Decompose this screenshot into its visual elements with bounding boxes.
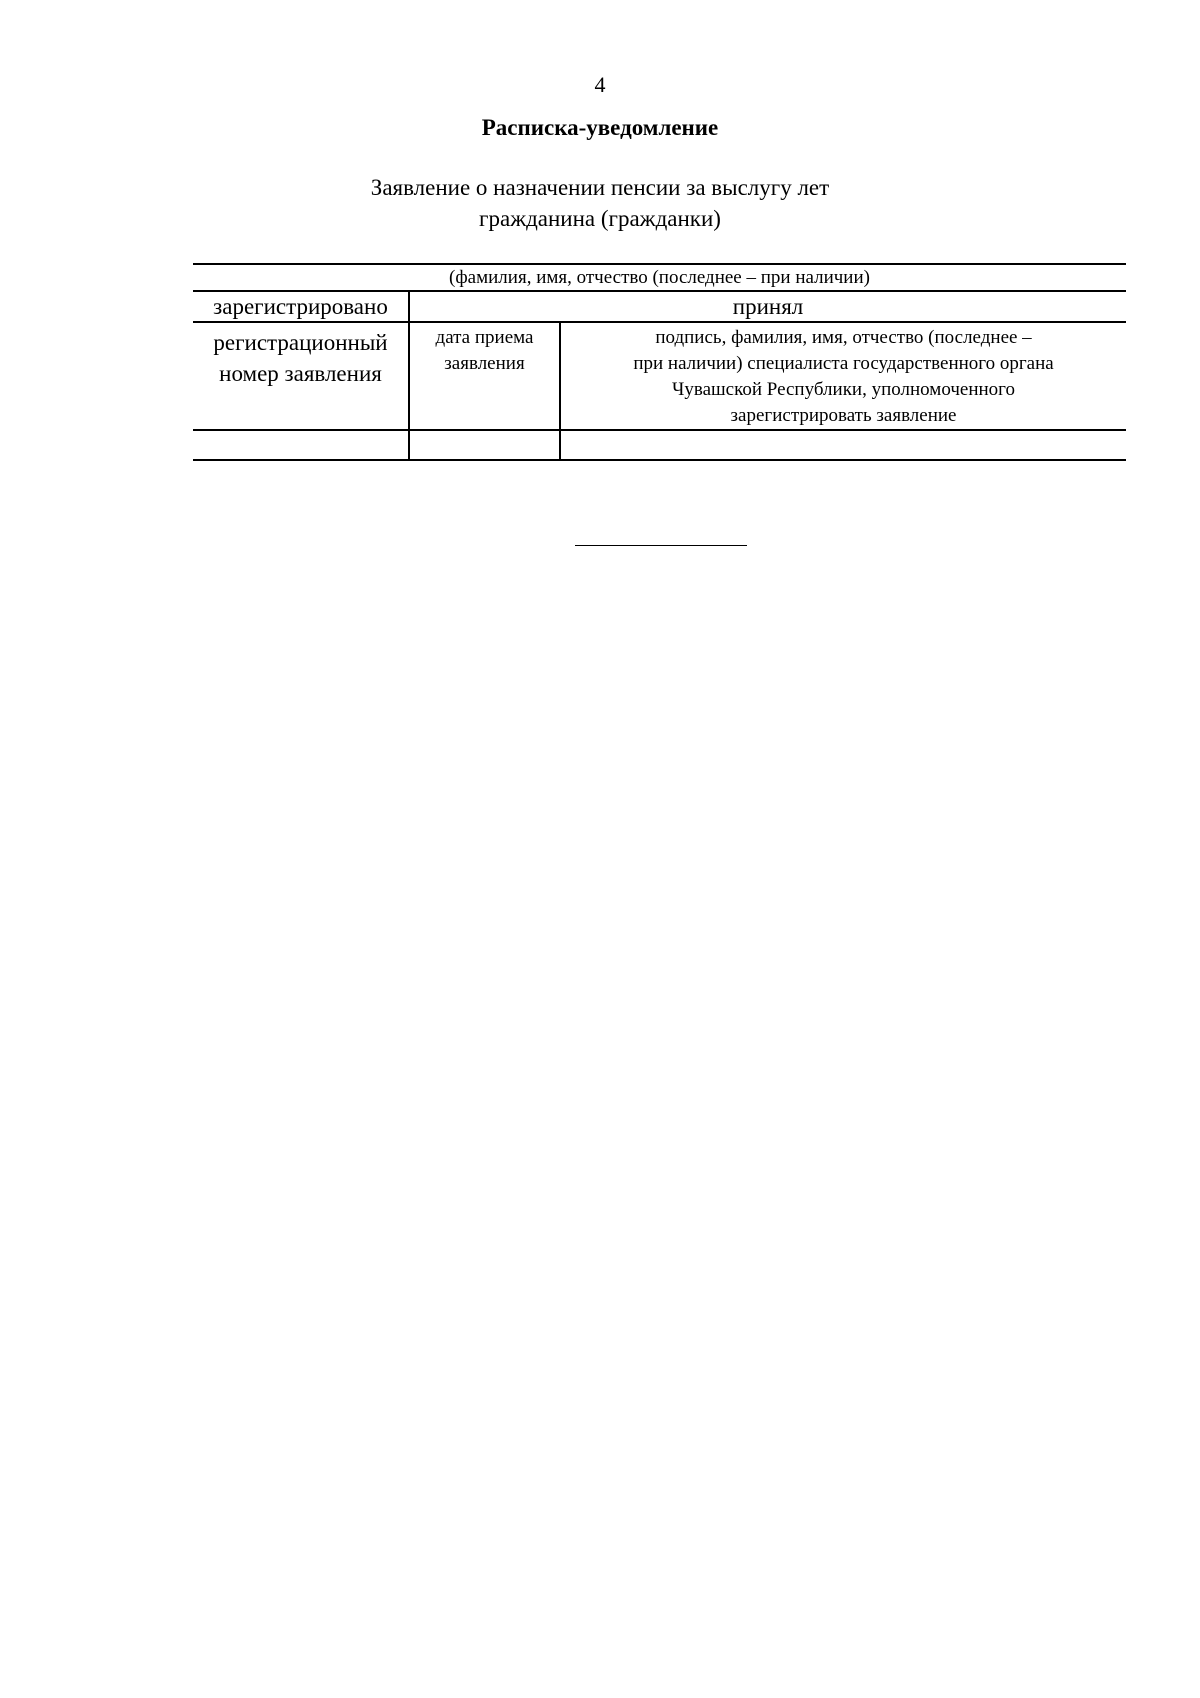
registered-header: зарегистрировано xyxy=(193,291,409,322)
date-received-cell xyxy=(409,322,560,430)
signature-line-1: подпись, фамилия, имя, отчество (последнее – xyxy=(655,327,1032,348)
page-number: 4 xyxy=(594,72,606,97)
document-title: Расписка-уведомление xyxy=(481,115,719,140)
header-row xyxy=(193,291,1126,322)
reg-number-line-2: номер заявления xyxy=(219,361,382,386)
signature-entry xyxy=(560,430,1126,460)
closing-rule xyxy=(575,545,747,546)
fio-caption: (фамилия, имя, отчество (последнее – при наличии) xyxy=(193,264,1126,291)
reg-number-cell xyxy=(193,322,409,430)
signature-line-4: зарегистрировать заявление xyxy=(730,405,957,426)
fio-row xyxy=(193,264,1126,291)
signature-line-3: Чувашской Республики, уполномоченного xyxy=(672,379,1015,400)
receipt-form-table xyxy=(193,263,1126,461)
date-received-entry xyxy=(409,430,560,460)
description-row xyxy=(193,322,1126,430)
date-received-line-2: заявления xyxy=(444,353,525,374)
subtitle-line-1: Заявление о назначении пенсии за выслугу лет xyxy=(370,175,830,200)
document-subtitle xyxy=(0,172,1200,234)
reg-number-entry xyxy=(193,430,409,460)
signature-line-2: при наличии) специалиста государственного органа xyxy=(633,353,1054,374)
subtitle-line-2: гражданина (гражданки) xyxy=(479,206,721,231)
reg-number-line-1: регистрационный xyxy=(213,330,388,355)
date-received-line-1: дата приема xyxy=(435,327,534,348)
entry-row xyxy=(193,430,1126,460)
accepted-header: принял xyxy=(409,291,1126,322)
signature-cell xyxy=(560,322,1126,430)
